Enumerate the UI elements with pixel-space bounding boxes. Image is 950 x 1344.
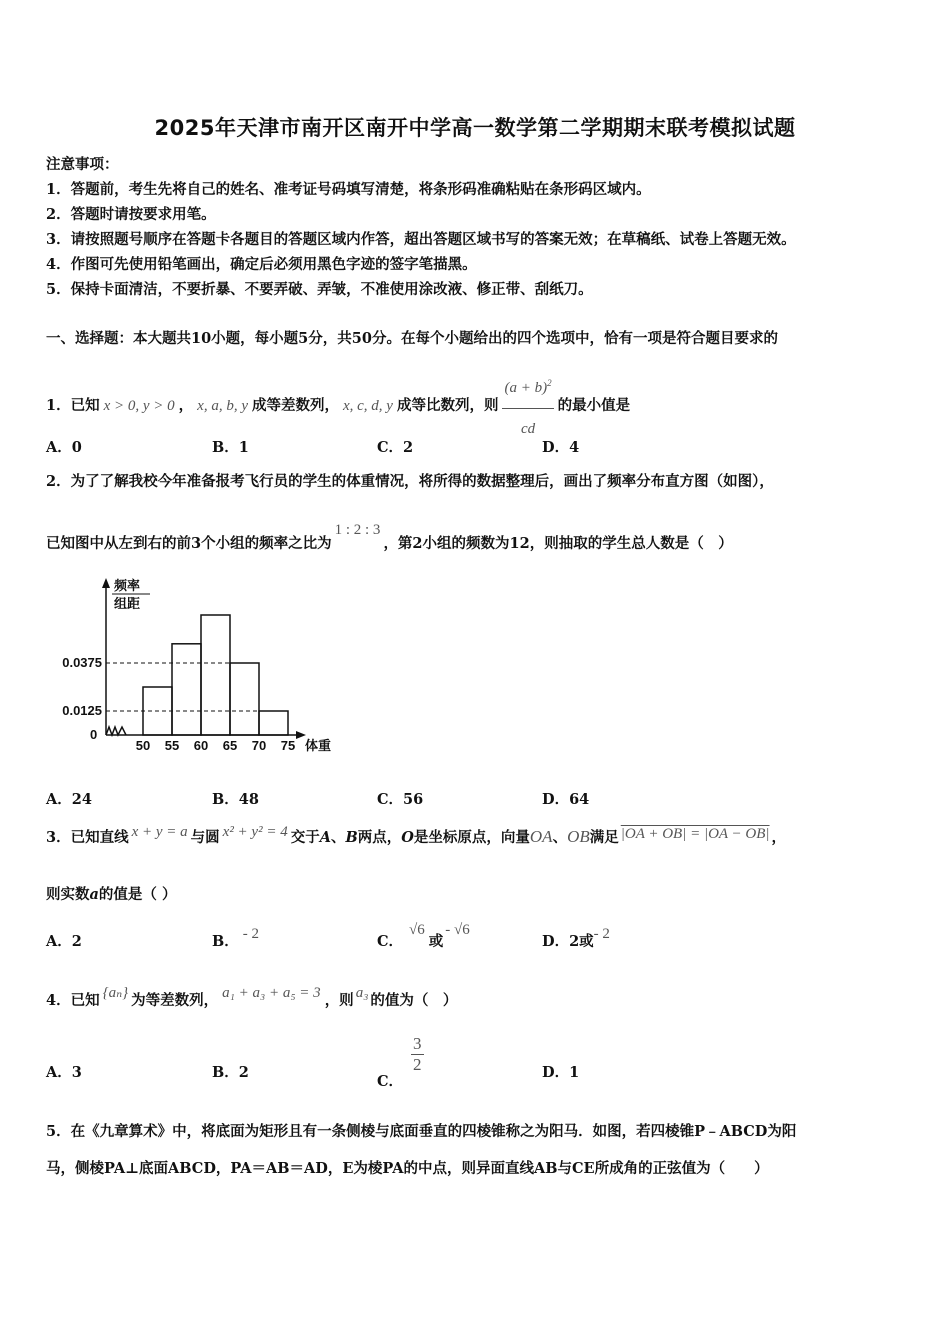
y-tick-label: 0.0375	[62, 655, 102, 670]
q4-option-d[interactable]: D．1	[542, 1064, 580, 1081]
x-tick-label: 55	[164, 738, 180, 753]
q1-option-b[interactable]: B．1	[212, 439, 249, 456]
q3-text: 3．已知直线	[46, 829, 129, 846]
q4-text: ，则	[324, 992, 354, 1009]
q3-text: ，	[771, 829, 787, 846]
q5-line2: 马，侧棱PA⊥底面ABCD，PA＝AB＝AD，E为棱PA的中点，则异面直线AB与CE所成角的正弦值为（ ）	[46, 1160, 769, 1177]
q3-math: OB	[567, 827, 590, 846]
question-4	[46, 985, 458, 1010]
q3-option-text: 或	[428, 933, 444, 950]
q3-option-math: - 2	[242, 926, 260, 942]
q3-condition: |OA + OB| = |OA − OB|	[620, 826, 770, 842]
x-tick-label: 75	[280, 738, 296, 753]
q3-text: 交于	[290, 829, 320, 846]
frac-sup: 2	[547, 378, 552, 388]
question-2-line2	[46, 522, 733, 553]
note-item: 2．答题时请按要求用笔。	[46, 206, 216, 223]
q3-math: x + y = a	[131, 824, 188, 840]
section-heading: 一、选择题：本大题共10小题，每小题5分，共50分。在每个小题给出的四个选项中，恰有一项是符合题目要求的	[46, 330, 778, 347]
q1-math: x, a, b, y	[197, 398, 248, 414]
q3-math: x² + y² = 4	[222, 824, 288, 840]
note-item: 1．答题前，考生先将自己的姓名、准考证号码填写清楚，将条形码准确粘贴在条形码区域内。	[46, 181, 651, 198]
q3-option-d[interactable]	[542, 922, 610, 950]
q3-option-math: √6	[409, 922, 425, 938]
q3-point: O	[401, 829, 414, 846]
q1-option-c[interactable]: C．2	[377, 439, 414, 456]
histogram-bar	[201, 615, 230, 735]
q3-option-math: - √6	[445, 922, 470, 938]
y-axis-arrow	[102, 578, 110, 588]
frac-num: (a + b)	[504, 380, 548, 396]
frac-den: cd	[520, 421, 536, 437]
question-3	[46, 826, 786, 847]
q4-math: a₁ + a₃ + a₅ = 3	[222, 985, 321, 1001]
histogram-chart	[46, 574, 346, 759]
q3-text: 、	[330, 829, 346, 846]
q1-text: 成等差数列，	[251, 397, 339, 414]
q3-option-label: D．2或	[542, 933, 594, 950]
x-tick-label: 50	[135, 738, 151, 753]
origin-label: 0	[90, 727, 98, 742]
q3-text: 则实数	[46, 886, 90, 903]
q4-option-label: C．	[377, 1072, 404, 1090]
x-axis-label: 体重	[305, 738, 332, 753]
q2-text: ，第2小组的频数为12，则抽取的学生总人数是（ ）	[383, 535, 733, 552]
q4-math: a₃	[355, 985, 369, 1001]
q3-option-b[interactable]	[212, 922, 260, 950]
q4-math: {aₙ}	[102, 985, 129, 1001]
q4-text: 4．已知	[46, 992, 100, 1009]
notes-heading: 注意事项：	[46, 156, 119, 173]
q5-line1: 5．在《九章算术》中，将底面为矩形且有一条侧棱与底面垂直的四棱锥称之为阳马．如图，若四棱锥P﹣ABCD为阳	[46, 1123, 797, 1140]
q3-option-label: C．	[377, 933, 404, 950]
q2-option-a[interactable]: A．24	[46, 791, 92, 808]
y-label-top: 频率	[114, 578, 141, 593]
q3-text: 是坐标原点，向量	[413, 829, 530, 846]
q2-line1: 2．为了了解我校今年准备报考飞行员的学生的体重情况，将所得的数据整理后，画出了频率分布直方图（如图），	[46, 473, 774, 490]
q1-math: x > 0, y > 0	[103, 398, 175, 414]
q4-text: 为等差数列，	[131, 992, 219, 1009]
q2-ratio: 1 : 2 : 3	[334, 522, 381, 538]
y-label-bottom: 组距	[114, 596, 141, 611]
histogram-bar	[230, 663, 259, 735]
q1-sep: ，	[178, 397, 194, 414]
q3-math: OA	[529, 827, 553, 846]
q1-text: 1．已知	[46, 397, 100, 414]
frac-den: 2	[413, 1055, 422, 1074]
q2-option-b[interactable]: B．48	[212, 791, 259, 808]
q1-text: 成等比数列，则	[396, 397, 499, 414]
page-title: 2025年天津市南开区南开中学高一数学第二学期期末联考模拟试题	[154, 116, 796, 140]
x-tick-label: 60	[193, 738, 209, 753]
q4-fraction	[411, 1034, 424, 1075]
q2-text: 已知图中从左到右的前3个小组的频率之比为	[46, 535, 332, 552]
q3-text: 满足	[589, 829, 619, 846]
q3-var: a	[89, 886, 99, 903]
q3-option-label: B．	[212, 933, 239, 950]
note-item: 3．请按照题号顺序在答题卡各题目的答题区域内作答，超出答题区域书写的答案无效；在草稿纸、试卷上答题无效。	[46, 231, 796, 248]
q3-text: 、	[552, 829, 568, 846]
q1-option-a[interactable]: A．0	[46, 439, 82, 456]
q3-text: 两点，	[357, 829, 402, 846]
q1-text: 的最小值是	[557, 397, 631, 414]
x-tick-label: 65	[222, 738, 238, 753]
q4-text: 的值为（ ）	[370, 992, 458, 1009]
q3-text: 的值是（ ）	[98, 886, 177, 903]
axis-break	[106, 727, 126, 735]
y-tick-label: 0.0125	[62, 703, 102, 718]
q1-math: x, c, d, y	[342, 398, 393, 414]
q3-option-c[interactable]	[377, 918, 470, 950]
q3-text: 与圆	[190, 829, 220, 846]
q4-option-a[interactable]: A．3	[46, 1064, 82, 1081]
histogram-bar	[259, 711, 288, 735]
q1-option-d[interactable]: D．4	[542, 439, 580, 456]
question-3-line2	[46, 883, 176, 904]
q3-point: B	[345, 829, 358, 846]
note-item: 4．作图可先使用铅笔画出，确定后必须用黑色字迹的签字笔描黑。	[46, 256, 477, 273]
q4-option-c[interactable]	[377, 1034, 424, 1090]
q3-point: A	[319, 829, 331, 846]
q4-option-b[interactable]: B．2	[212, 1064, 249, 1081]
histogram-bar	[172, 644, 201, 735]
frac-num: 3	[413, 1034, 422, 1053]
q2-option-d[interactable]: D．64	[542, 791, 590, 808]
q3-option-a[interactable]: A．2	[46, 933, 82, 950]
q3-option-math: - 2	[593, 926, 610, 942]
x-tick-label: 70	[251, 738, 267, 753]
q2-option-c[interactable]: C．56	[377, 791, 424, 808]
note-item: 5．保持卡面清洁，不要折暴、不要弄破、弄皱，不准使用涂改液、修正带、刮纸刀。	[46, 281, 593, 298]
